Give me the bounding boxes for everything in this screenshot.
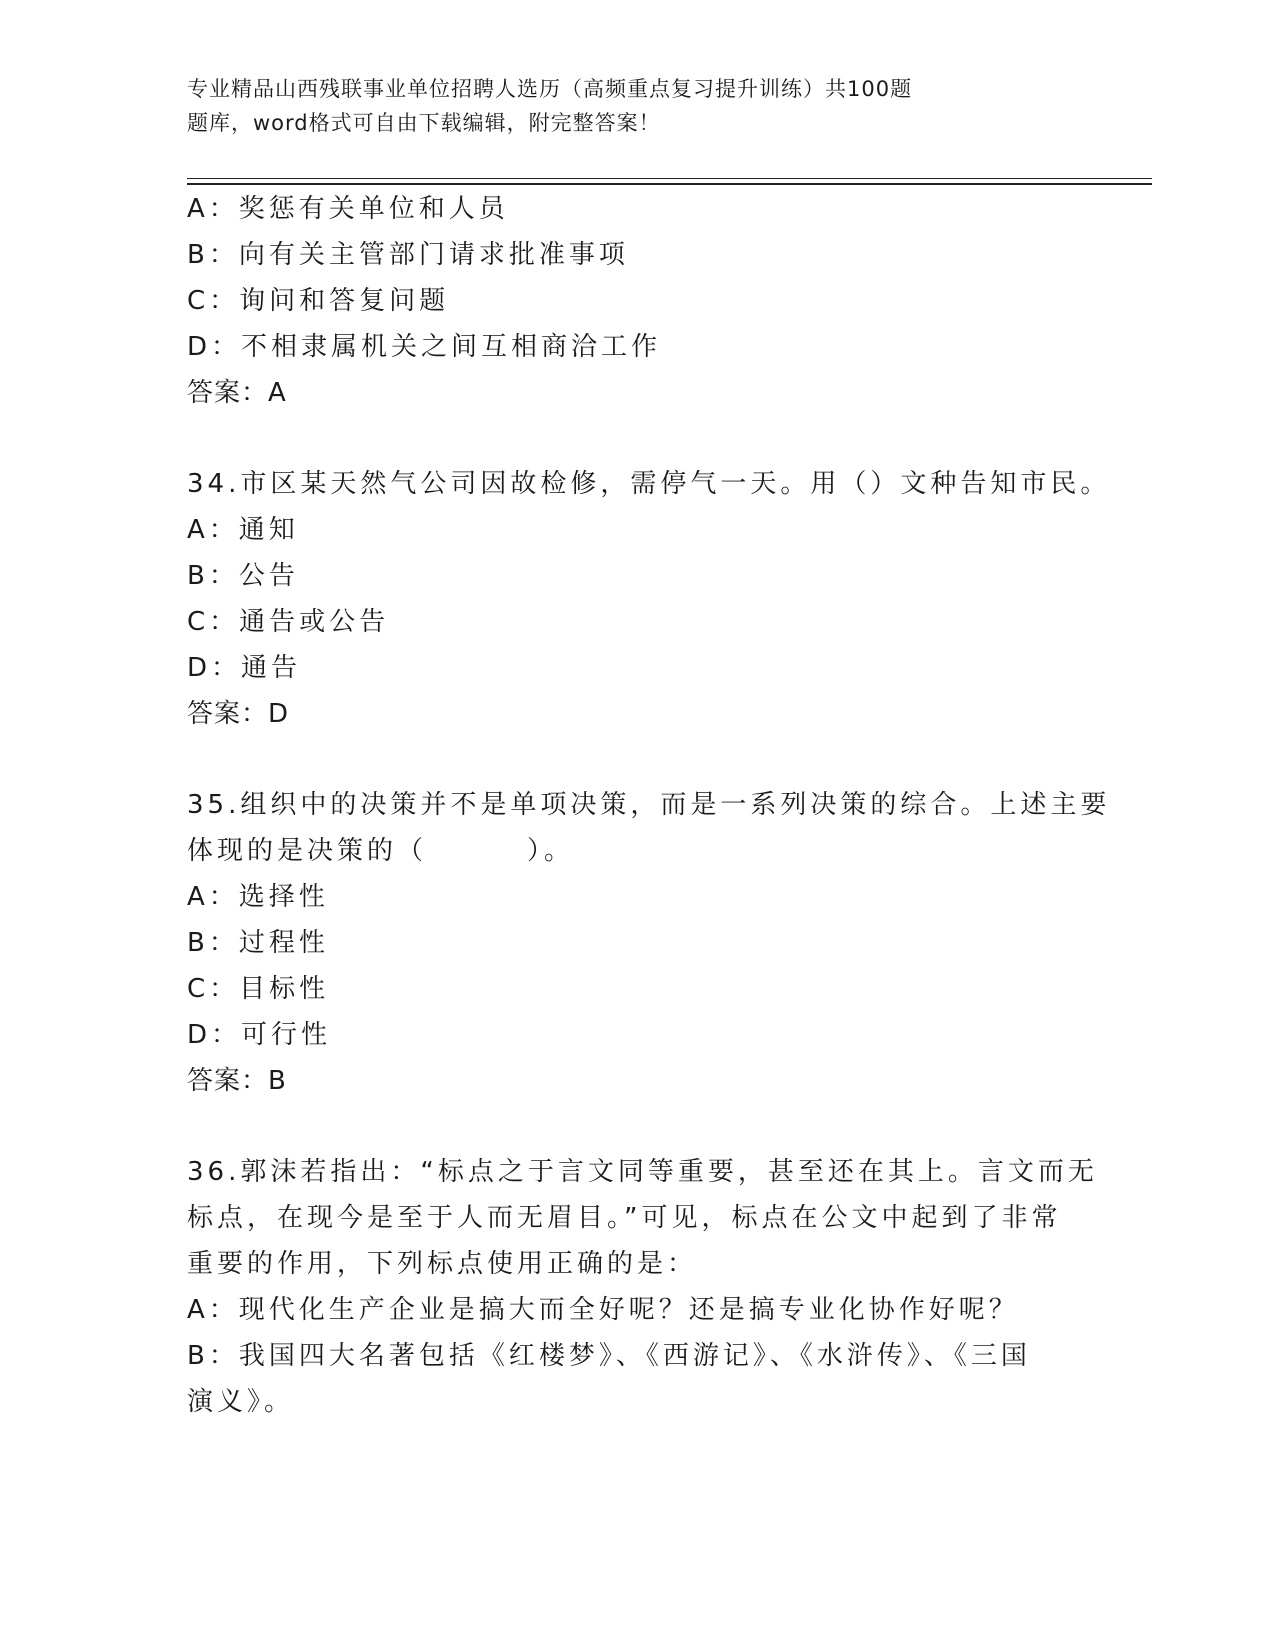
- question-spacer: [187, 1104, 1087, 1149]
- header-title-line-2: 题库，word格式可自由下载编辑，附完整答案！: [187, 111, 661, 135]
- option-c: C：通告或公告: [187, 607, 390, 637]
- option-b: B：过程性: [187, 928, 329, 958]
- question-stem: 34.市区某天然气公司因故检修，需停气一天。用（）文种告知市民。: [187, 469, 1111, 499]
- option-d: D：不相隶属机关之间互相商洽工作: [187, 332, 662, 362]
- option-c: C：询问和答复问题: [187, 286, 450, 316]
- answer-line: 答案：D: [187, 699, 290, 729]
- option-a: A：奖惩有关单位和人员: [187, 194, 509, 224]
- answer-line: 答案：A: [187, 378, 287, 408]
- header-title-line-1: 专业精品山西残联事业单位招聘人选历（高频重点复习提升训练）共100题: [187, 77, 913, 101]
- stem-text-before-blank: 体现的是决策的（: [187, 836, 428, 866]
- option-b: B：向有关主管部门请求批准事项: [187, 240, 629, 270]
- question-34: [187, 461, 1111, 737]
- question-stem-line-3: 重要的作用，下列标点使用正确的是：: [187, 1249, 698, 1279]
- question-content: [187, 186, 1111, 1425]
- document-header: [187, 72, 1067, 140]
- stem-text-after-blank: ）。: [527, 836, 575, 866]
- option-b-line-2: 演义》。: [187, 1387, 295, 1417]
- option-a: A：选择性: [187, 882, 329, 912]
- question-stem-line-1: 36.郭沫若指出：“标点之于言文同等重要，甚至还在其上。言文而无: [187, 1157, 1098, 1187]
- question-spacer: [187, 416, 1087, 461]
- option-b-line-1: B：我国四大名著包括《红楼梦》、《西游记》、《水浒传》、《三国: [187, 1341, 1031, 1371]
- question-stem-line-2: 标点，在现今是至于人而无眉目。”可见，标点在公文中起到了非常: [187, 1203, 1062, 1233]
- option-a: A：现代化生产企业是搞大而全好呢？还是搞专业化协作好呢？: [187, 1295, 1019, 1325]
- question-33: [187, 186, 1087, 416]
- question-stem-line-2: [187, 828, 1087, 874]
- option-b: B：公告: [187, 561, 299, 591]
- question-spacer: [187, 737, 1087, 782]
- question-35: [187, 782, 1111, 1104]
- header-divider-thick: [187, 183, 1152, 185]
- question-36: [187, 1149, 1098, 1425]
- answer-line: 答案：B: [187, 1066, 287, 1096]
- header-divider-thin: [187, 178, 1152, 179]
- option-a: A：通知: [187, 515, 299, 545]
- option-d: D：通告: [187, 653, 302, 683]
- option-c: C：目标性: [187, 974, 330, 1004]
- option-d: D：可行性: [187, 1020, 332, 1050]
- question-stem-line-1: 35.组织中的决策并不是单项决策，而是一系列决策的综合。上述主要: [187, 790, 1111, 820]
